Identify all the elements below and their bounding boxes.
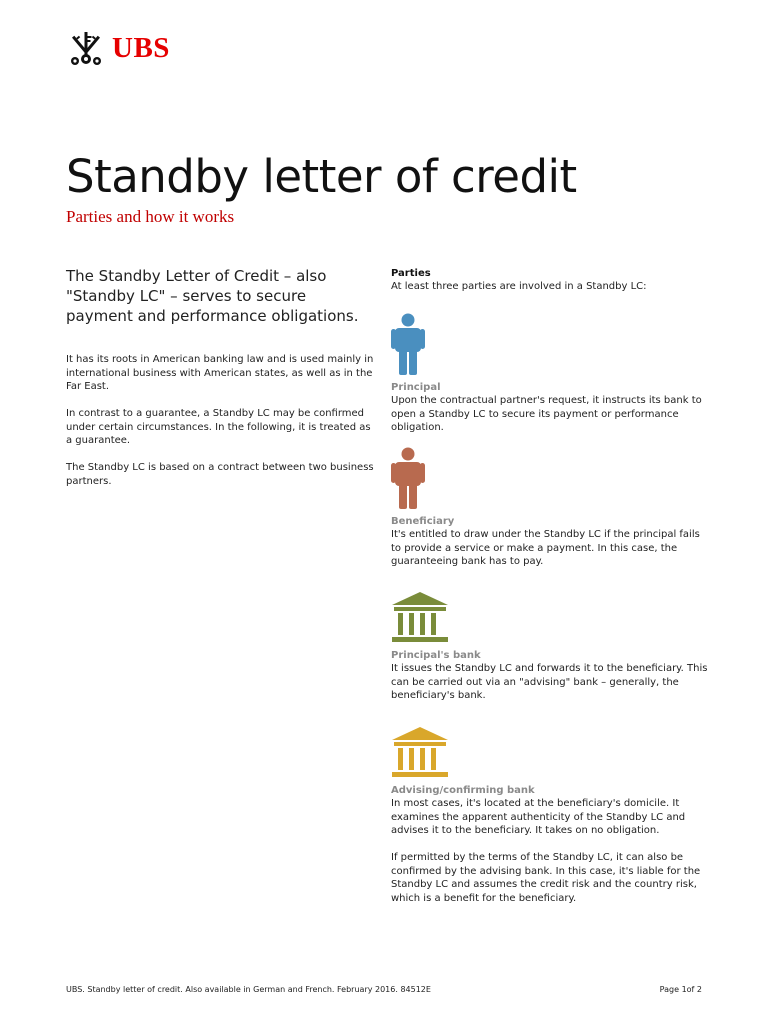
party-name: Principal's bank	[391, 650, 481, 661]
body-paragraph: The Standby LC is based on a contract between two business partners.	[66, 462, 374, 487]
parties-intro: At least three parties are involved in a Standby LC:	[391, 281, 647, 292]
bank-icon	[391, 726, 449, 778]
party-beneficiary	[391, 447, 711, 569]
person-icon	[391, 313, 425, 375]
party-principal	[391, 313, 711, 435]
body-paragraph: In contrast to a guarantee, a Standby LC may be confirmed under certain circumstances. In the following, it is treated as a guarantee.	[66, 408, 371, 446]
body-paragraph: It has its roots in American banking law and is used mainly in international business with American states, as well as in the Far East.	[66, 354, 374, 392]
party-description: It issues the Standby LC and forwards it to the beneficiary. This can be carried out via an "advising" bank – generally, the beneficiary's bank.	[391, 663, 708, 701]
page-subtitle: Parties and how it works	[66, 207, 235, 226]
party-description: In most cases, it's located at the beneficiary's domicile. It examines the apparent authenticity of the Standby LC and advises it to the beneficiary. It takes on no obligation.	[391, 798, 686, 836]
party-advising-bank	[391, 726, 711, 905]
footer-text: UBS. Standby letter of credit. Also available in German and French. February 2016. 84512E	[66, 985, 431, 994]
ubs-logo	[66, 30, 170, 66]
party-name: Principal	[391, 382, 441, 393]
person-icon	[391, 447, 425, 509]
parties-heading: Parties	[391, 268, 431, 279]
page-footer	[66, 985, 702, 994]
bank-icon	[391, 591, 449, 643]
three-keys-icon	[66, 30, 106, 66]
party-description: Upon the contractual partner's request, it instructs its bank to open a Standby LC to secure its payment or performance obligation.	[391, 395, 702, 433]
party-name: Advising/confirming bank	[391, 785, 535, 796]
lead-paragraph: The Standby Letter of Credit – also "Standby LC" – serves to secure payment and performance obligations.	[66, 267, 359, 325]
parties-header	[391, 267, 711, 294]
page-number: Page 1of 2	[659, 985, 702, 994]
intro-column	[66, 266, 376, 502]
party-description: It's entitled to draw under the Standby LC if the principal fails to provide a service or make a payment. In this case, the guaranteeing bank has to pay.	[391, 529, 700, 567]
page-title: Standby letter of credit	[66, 150, 577, 203]
brand-name: UBS	[112, 31, 170, 64]
party-name: Beneficiary	[391, 516, 455, 527]
party-principals-bank	[391, 591, 711, 703]
party-extra-description: If permitted by the terms of the Standby LC, it can also be confirmed by the advising bank. In this case, it's liable for the Standby LC and assumes the credit risk and the country risk, which is a benefit for the beneficiary.	[391, 852, 701, 904]
